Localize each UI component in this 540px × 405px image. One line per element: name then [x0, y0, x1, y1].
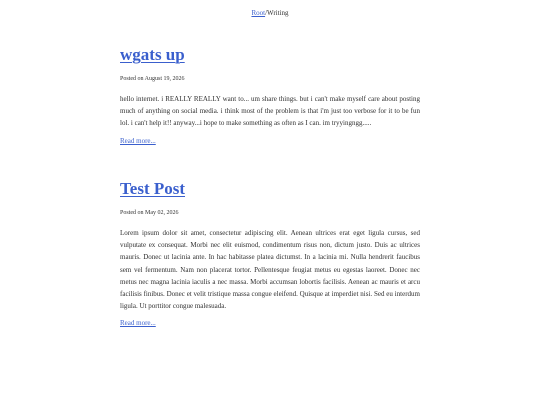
post-title-link[interactable]: wgats up: [120, 45, 185, 64]
breadcrumb-root-link[interactable]: Root: [251, 9, 266, 17]
post-excerpt: hello internet. i REALLY REALLY want to... um share things. but i can't make myself care about posting much of anything on social media. i think most of the problem is that i'm just too verbose for it to be fun lol. i can't help it!! anyway...i hope to make something as often as I can. im tryyingngg.....: [120, 95, 420, 128]
breadcrumb-current: Writing: [267, 9, 289, 17]
read-more-link[interactable]: Read more...: [120, 136, 156, 145]
post-date: Posted on May 02, 2026: [120, 210, 179, 216]
breadcrumb-separator: /: [265, 9, 268, 17]
post-wgats-up: [120, 45, 420, 148]
post-date: Posted on August 19, 2026: [120, 76, 185, 82]
read-more-link[interactable]: Read more...: [120, 319, 156, 328]
post-excerpt: Lorem ipsum dolor sit amet, consectetur adipiscing elit. Aenean ultrices erat eget ligula cursus, sed vulputate ex consequat. Morbi nec elit euismod, condimentum risus non, dictum justo. Duis ac ultrices mauris. Donec ut lacinia ante. In hac habitasse platea dictumst. In a lacinia mi. Nulla hendrerit faucibus sem vel fermentum. Nam non placerat tortor. Pellentesque feugiat metus eu egestas laoreet. Donec nec metus nec magna lacinia iaculis a nec massa. Morbi accumsan lobortis facilisis. Aenean ac mauris et arcu facilisis finibus. Donec et velit tristique massa congue eleifend. Quisque at imperdiet nisi. Sed eu interdum ligula. Ut porttitor congue malesuada.: [120, 229, 420, 311]
post-test-post: [120, 179, 420, 330]
breadcrumb: [0, 9, 540, 18]
post-title-link[interactable]: Test Post: [120, 179, 186, 198]
